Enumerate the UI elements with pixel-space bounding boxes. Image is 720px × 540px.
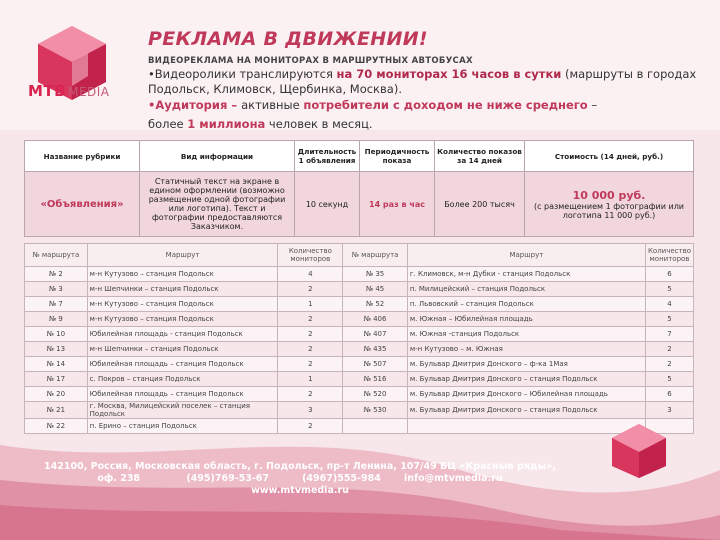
route-num-2: № 520 [343, 387, 408, 402]
offer-price-note: (с размещением 1 фотографии или логотипа 11 000 руб.) [533, 201, 685, 220]
route-num-2: № 35 [343, 267, 408, 282]
route-name: п. Ерино – станция Подольск [87, 419, 278, 434]
table-row [25, 387, 694, 402]
route-name: Юбилейная площадь – станция Подольск [87, 387, 278, 402]
offer-table-header [25, 141, 694, 172]
route-monitors-2: 5 [645, 372, 693, 387]
table-row [25, 342, 694, 357]
route-monitors-2: 5 [645, 312, 693, 327]
offer-rubric: «Объявления» [25, 172, 140, 237]
route-num: № 7 [25, 297, 88, 312]
offer-header-info: Вид информации [140, 141, 295, 172]
route-monitors: 2 [278, 327, 343, 342]
offer-frequency: 14 раз в час [360, 172, 435, 237]
route-name: м-н Кутузово – станция Подольск [87, 312, 278, 327]
route-name-2: п. Львовский – станция Подольск [407, 297, 645, 312]
route-num-2: № 516 [343, 372, 408, 387]
route-monitors: 2 [278, 387, 343, 402]
route-monitors-2: 3 [645, 402, 693, 419]
footer-phones: оф. 238 (495)769-53-67 (4967)555-984 info@mtvmedia.ru [97, 473, 503, 484]
table-row [25, 267, 694, 282]
table-row [25, 419, 694, 434]
table-row [25, 327, 694, 342]
route-num-2: № 406 [343, 312, 408, 327]
route-monitors: 2 [278, 312, 343, 327]
route-name-2: м. Бульвар Дмитрия Донского – ф-ка 1Мая [407, 357, 645, 372]
route-monitors: 2 [278, 357, 343, 372]
route-monitors: 1 [278, 297, 343, 312]
route-monitors: 4 [278, 267, 343, 282]
route-name-2: п. Милицейский – станция Подольск [407, 282, 645, 297]
route-name: Юбилейная площадь – станция Подольск [87, 357, 278, 372]
route-monitors-2: 5 [645, 282, 693, 297]
route-name-2: м. Бульвар Дмитрия Донского – Юбилейная площадь [407, 387, 645, 402]
routes-header-route-2: Маршрут [407, 244, 645, 267]
routes-header-monitors-2: Количество мониторов [645, 244, 693, 267]
route-num: № 2 [25, 267, 88, 282]
routes-header-num: № маршрута [25, 244, 88, 267]
route-num: № 10 [25, 327, 88, 342]
route-name-2: г. Климовск, м-н Дубки - станция Подольск [407, 267, 645, 282]
offer-count: Более 200 тысяч [435, 172, 525, 237]
intro-audience-line: более 1 миллиона человек в месяц. [148, 117, 373, 131]
routes-header-route: Маршрут [87, 244, 278, 267]
offer-header-frequency: Периодичность показа [360, 141, 435, 172]
route-num: № 20 [25, 387, 88, 402]
table-row [25, 402, 694, 419]
route-name: м-н Кутузово – станция Подольск [87, 267, 278, 282]
route-monitors: 3 [278, 402, 343, 419]
route-name-2: м. Южная – Юбилейная площадь [407, 312, 645, 327]
offer-header-count: Количество показов за 14 дней [435, 141, 525, 172]
route-monitors-2: 6 [645, 267, 693, 282]
route-num: № 3 [25, 282, 88, 297]
route-num-2 [343, 419, 408, 434]
route-num-2: № 507 [343, 357, 408, 372]
route-num-2: № 407 [343, 327, 408, 342]
table-row [25, 297, 694, 312]
route-num: № 17 [25, 372, 88, 387]
offer-price-cell [525, 172, 694, 237]
route-num: № 13 [25, 342, 88, 357]
route-name-2: м. Бульвар Дмитрия Донского – станция Подольск [407, 402, 645, 419]
route-name: г. Москва, Милицейский поселек – станция Подольск [87, 402, 278, 419]
footer-address: 142100, Россия, Московская область, г. Подольск, пр-т Ленина, 107/49 БЦ «Красные ряды», [44, 461, 556, 472]
decorative-cube-icon [608, 422, 670, 480]
offer-info: Статичный текст на экране в едином оформлении (возможно размещение одной фотографии или логотипа). Текст и фотографии предоставляются Заказчиком. [140, 172, 295, 237]
page-subtitle: ВИДЕОРЕКЛАМА НА МОНИТОРАХ В МАРШРУТНЫХ АВТОБУСАХ [148, 56, 473, 66]
route-monitors: 1 [278, 372, 343, 387]
intro-bullet-2: •Аудитория – активные потребители с доходом не ниже среднего – [148, 98, 598, 112]
route-monitors-2: 7 [645, 327, 693, 342]
footer-contacts [20, 461, 580, 497]
route-name: м-н Кутузово – станция Подольск [87, 297, 278, 312]
route-num: № 14 [25, 357, 88, 372]
route-num: № 9 [25, 312, 88, 327]
route-num-2: № 52 [343, 297, 408, 312]
table-row [25, 357, 694, 372]
offer-header-duration: Длительность 1 объявления [295, 141, 360, 172]
routes-table-header [25, 244, 694, 267]
route-num-2: № 435 [343, 342, 408, 357]
route-name: Юбилейная площадь - станция Подольск [87, 327, 278, 342]
route-name: м-н Шепчинки – станция Подольск [87, 282, 278, 297]
route-monitors: 2 [278, 342, 343, 357]
table-row [25, 372, 694, 387]
offer-header-rubric: Название рубрики [25, 141, 140, 172]
routes-header-monitors: Количество мониторов [278, 244, 343, 267]
route-num: № 22 [25, 419, 88, 434]
routes-header-num-2: № маршрута [343, 244, 408, 267]
route-monitors-2: 6 [645, 387, 693, 402]
route-monitors-2: 2 [645, 357, 693, 372]
route-monitors-2: 4 [645, 297, 693, 312]
offer-table-row [25, 172, 694, 237]
table-row [25, 282, 694, 297]
route-name-2: м. Южная -станция Подольск [407, 327, 645, 342]
offer-duration: 10 секунд [295, 172, 360, 237]
route-num-2: № 530 [343, 402, 408, 419]
table-row [25, 312, 694, 327]
footer-website: www.mtvmedia.ru [251, 485, 349, 496]
offer-header-price: Стоимость (14 дней, руб.) [525, 141, 694, 172]
route-num: № 21 [25, 402, 88, 419]
page-title: РЕКЛАМА В ДВИЖЕНИИ! [148, 28, 428, 50]
route-num-2: № 45 [343, 282, 408, 297]
route-monitors: 2 [278, 419, 343, 434]
routes-table-body [25, 267, 694, 434]
logo-text: МТВ MEDIA [28, 82, 110, 100]
route-name: с. Покров – станция Подольск [87, 372, 278, 387]
route-monitors: 2 [278, 282, 343, 297]
routes-table [24, 243, 694, 434]
intro-bullet-1: •Видеоролики транслируются на 70 мониторах 16 часов в сутки (маршруты в городах Подольск, Климовск, Щербинка, Москва). [148, 67, 697, 96]
route-name: м-н Шепчинки – станция Подольск [87, 342, 278, 357]
route-name-2: м. Бульвар Дмитрия Донского – станция Подольск [407, 372, 645, 387]
offer-table [24, 140, 694, 237]
offer-price: 10 000 руб. [572, 188, 646, 202]
route-monitors-2: 2 [645, 342, 693, 357]
route-name-2: м-н Кутузово – м. Южная [407, 342, 645, 357]
